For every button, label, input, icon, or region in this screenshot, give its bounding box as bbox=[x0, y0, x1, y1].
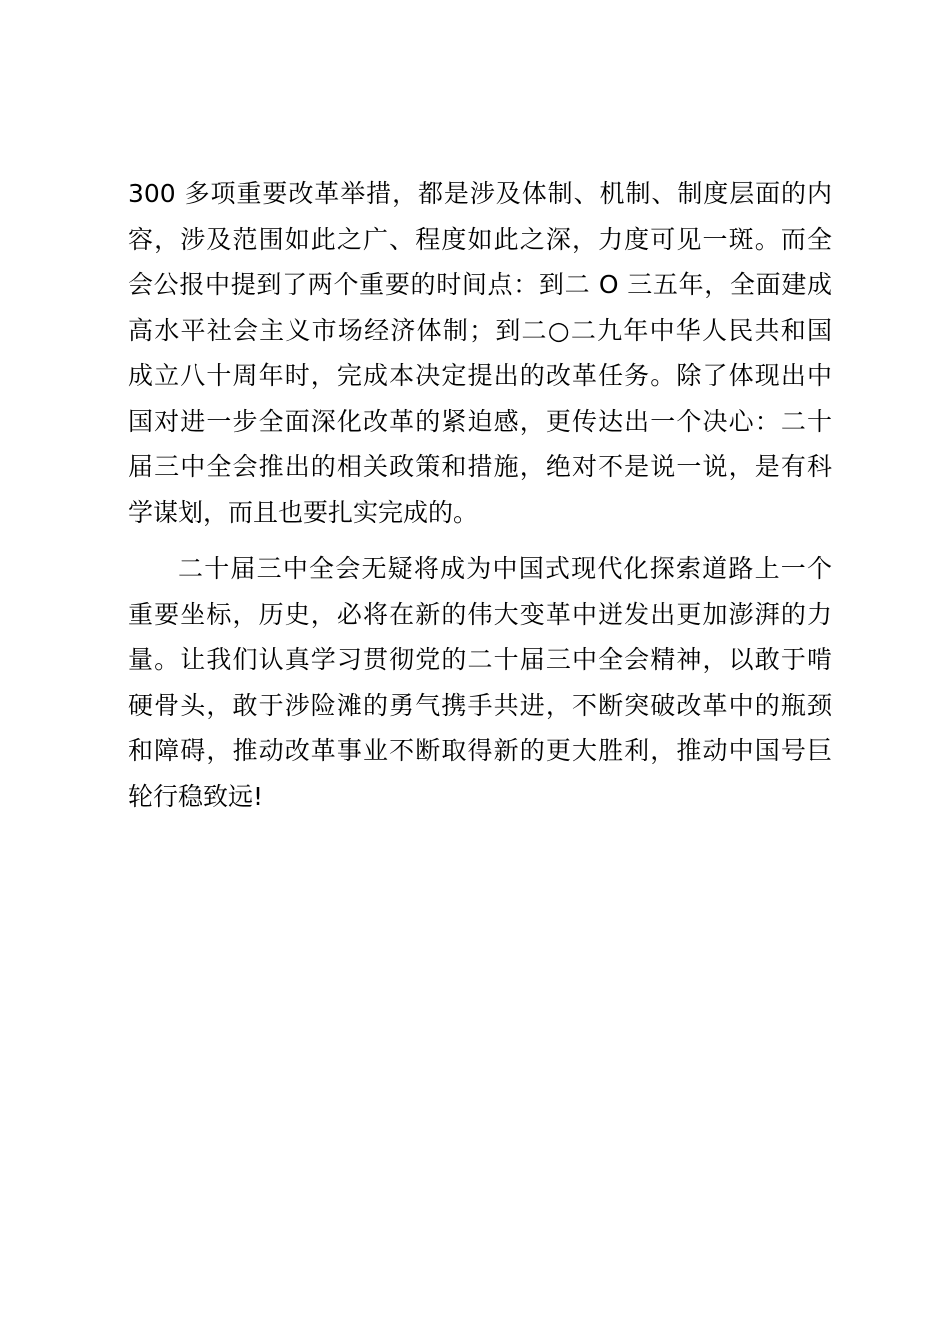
paragraph-line: 硬骨头，敢于涉险滩的勇气携手共进，不断突破改革中的瓶颈 bbox=[128, 690, 832, 720]
paragraph-line: 轮行稳致远! bbox=[128, 781, 264, 811]
paragraph-line: 会公报中提到了两个重要的时间点：到二 O 三五年，全面建成 bbox=[128, 270, 832, 299]
paragraph-line: 国对进一步全面深化改革的紧迫感，更传达出一个决心：二十 bbox=[128, 406, 832, 436]
paragraph-line: 300 多项重要改革举措，都是涉及体制、机制、制度层面的内 bbox=[128, 179, 832, 208]
paragraph-1 bbox=[128, 171, 832, 535]
paragraph-line: 量。让我们认真学习贯彻党的二十届三中全会精神，以敢于啃 bbox=[128, 645, 832, 674]
paragraph-line: 成立八十周年时，完成本决定提出的改革任务。除了体现出中 bbox=[128, 361, 832, 390]
paragraph-line: 二十届三中全会无疑将成为中国式现代化探索道路上一个 bbox=[178, 554, 832, 583]
paragraph-line: 和障碍，推动改革事业不断取得新的更大胜利，推动中国号巨 bbox=[128, 736, 832, 765]
paragraph-line: 高水平社会主义市场经济体制；到二○二九年中华人民共和国 bbox=[128, 315, 832, 345]
paragraph-2 bbox=[128, 546, 832, 819]
paragraph-line: 届三中全会推出的相关政策和措施，绝对不是说一说，是有科 bbox=[128, 452, 832, 481]
paragraph-line: 学谋划，而且也要扎实完成的。 bbox=[128, 497, 479, 527]
paragraph-line: 容，涉及范围如此之广、程度如此之深，力度可见一斑。而全 bbox=[128, 224, 832, 254]
paragraph-line: 重要坐标，历史，必将在新的伟大变革中迸发出更加澎湃的力 bbox=[128, 599, 832, 629]
